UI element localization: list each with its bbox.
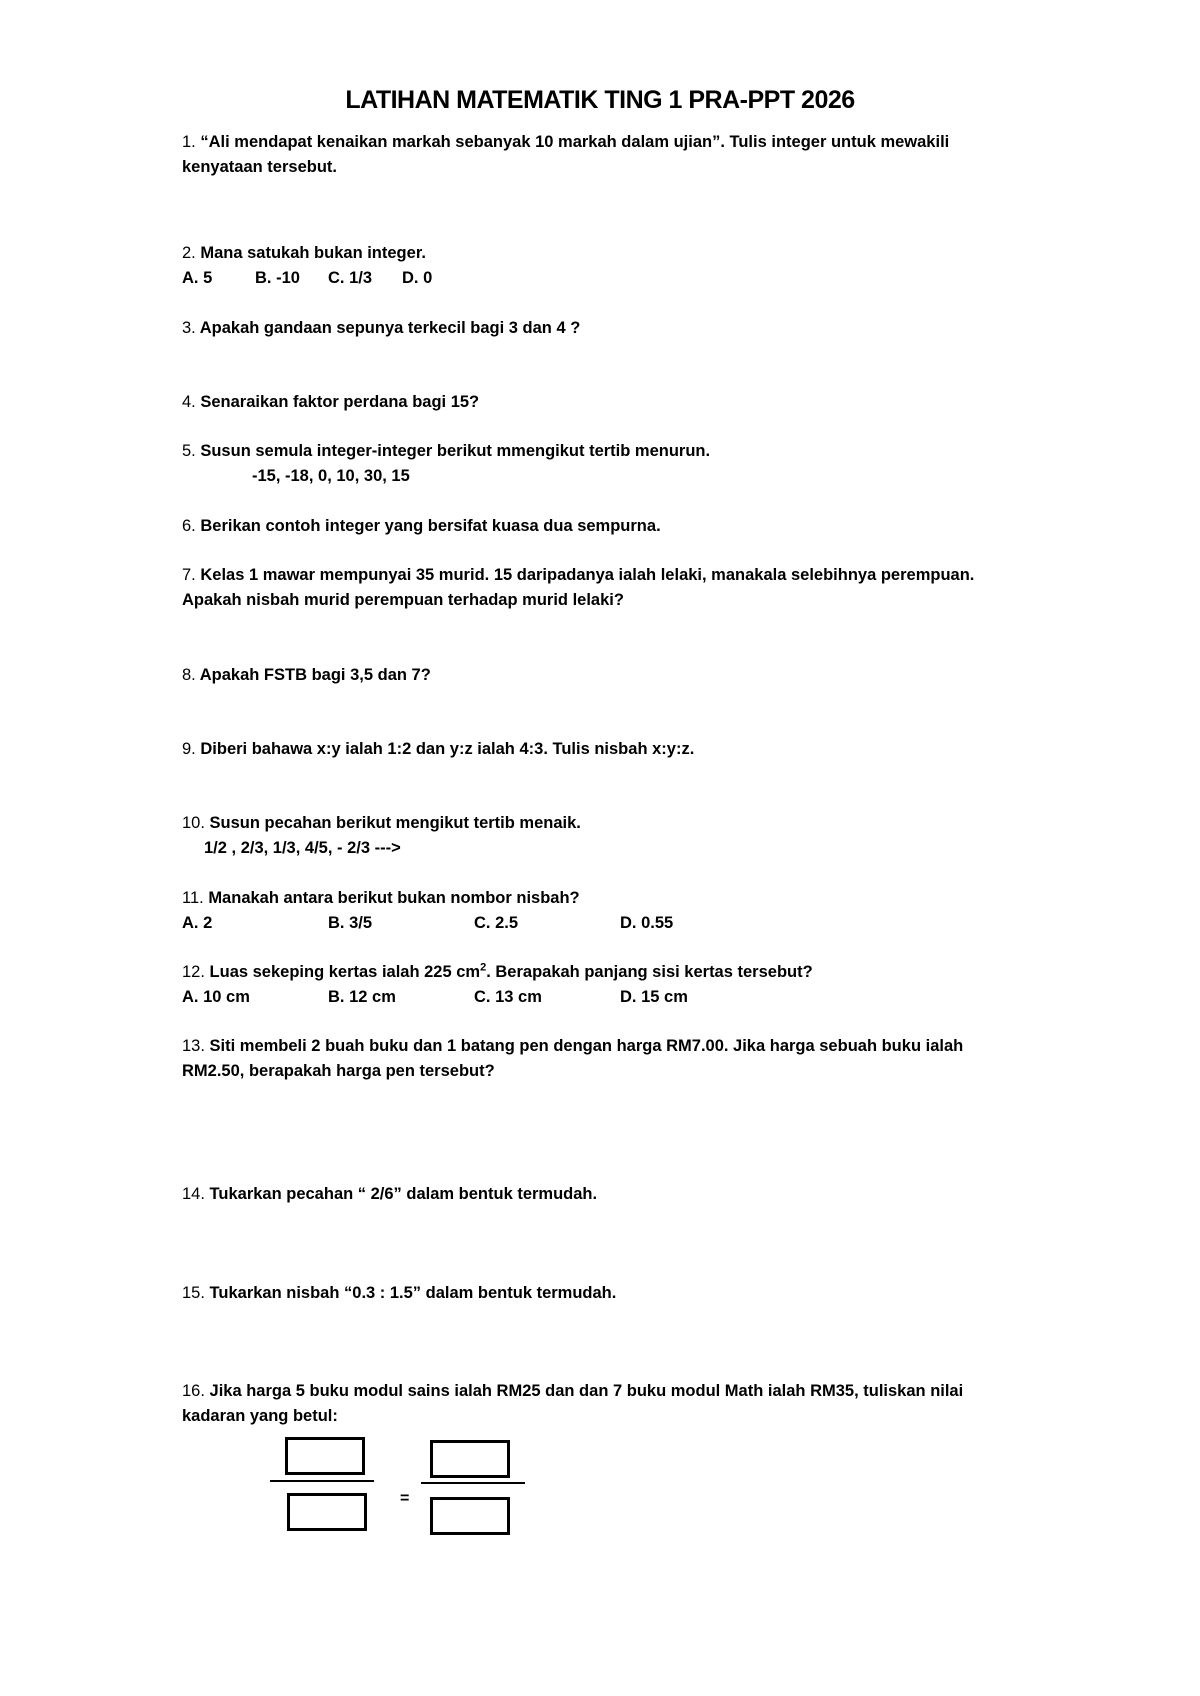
fraction-line-right (421, 1482, 525, 1484)
question-number: 7. (182, 566, 196, 584)
question-number: 2. (182, 244, 196, 262)
option-a: A. 5 (182, 269, 213, 287)
question-number: 11. (182, 889, 204, 907)
question-number: 3. (182, 319, 196, 337)
option-c: C. 1/3 (328, 269, 373, 287)
question-number: 13. (182, 1037, 205, 1055)
question-text: Apakah FSTB bagi 3,5 dan 7? (199, 666, 431, 684)
question-text: Mana satukah bukan integer. (195, 244, 426, 262)
question-2 (182, 241, 1022, 291)
option-d: D. 15 cm (620, 988, 688, 1006)
question-8 (182, 663, 1022, 688)
denominator-box-right[interactable] (430, 1497, 510, 1535)
option-a: A. 10 cm (182, 988, 250, 1006)
question-text: Apakah gandaan sepunya terkecil bagi 3 dan 4 ? (199, 319, 581, 337)
question-1 (182, 130, 1022, 180)
question-16 (182, 1379, 1022, 1429)
question-5 (182, 439, 1022, 489)
numerator-box-left[interactable] (285, 1437, 365, 1475)
question-text: Kelas 1 mawar mempunyai 35 murid. 15 daripadanya ialah lelaki, manakala selebihnya perempuan. Apakah nisbah murid perempuan terhadap murid lelaki? (182, 566, 975, 609)
question-text: Siti membeli 2 buah buku dan 1 batang pen dengan harga RM7.00. Jika harga sebuah buku ialah RM2.50, berapakah harga pen tersebut? (182, 1037, 964, 1080)
question-text: “Ali mendapat kenaikan markah sebanyak 10 markah dalam ujian”. Tulis integer untuk mewakili kenyataan tersebut. (182, 133, 950, 176)
option-c: C. 2.5 (474, 914, 519, 932)
question-number: 15. (182, 1284, 205, 1302)
question-text: Senaraikan faktor perdana bagi 15? (200, 393, 480, 411)
option-d: D. 0.55 (620, 914, 674, 932)
superscript-exponent: 2 (480, 961, 487, 974)
option-b: B. -10 (255, 269, 300, 287)
question-text: Diberi bahawa x:y ialah 1:2 dan y:z ialah 4:3. Tulis nisbah x:y:z. (200, 740, 695, 758)
fraction-line-left (270, 1480, 374, 1482)
question-sub-list: -15, -18, 0, 10, 30, 15 (252, 467, 410, 485)
question-number: 1. (182, 133, 196, 151)
answer-options (182, 266, 1022, 291)
question-9 (182, 737, 1022, 762)
question-text: Tukarkan pecahan “ 2/6” dalam bentuk termudah. (209, 1185, 598, 1203)
question-15 (182, 1281, 1022, 1306)
question-14 (182, 1182, 1022, 1207)
page-title: LATIHAN MATEMATIK TING 1 PRA-PPT 2026 (345, 86, 855, 114)
numerator-box-right[interactable] (430, 1440, 510, 1478)
question-number: 4. (182, 393, 196, 411)
question-number: 10. (182, 814, 205, 832)
question-text: Manakah antara berikut bukan nombor nisbah? (208, 889, 580, 907)
question-number: 5. (182, 442, 196, 460)
answer-options (182, 911, 1022, 936)
question-text: Luas sekeping kertas ialah 225 cm (209, 963, 481, 981)
question-3 (182, 316, 1022, 341)
question-sub-list: 1/2 , 2/3, 1/3, 4/5, - 2/3 ---> (204, 839, 401, 857)
option-b: B. 3/5 (328, 914, 373, 932)
question-number: 12. (182, 963, 205, 981)
question-text-end: . Berapakah panjang sisi kertas tersebut? (486, 963, 813, 981)
question-text: Berikan contoh integer yang bersifat kuasa dua sempurna. (200, 517, 661, 535)
answer-options (182, 985, 1022, 1010)
question-number: 8. (182, 666, 196, 684)
option-d: D. 0 (402, 269, 433, 287)
question-number: 14. (182, 1185, 205, 1203)
question-6 (182, 514, 1022, 539)
option-a: A. 2 (182, 914, 213, 932)
question-4 (182, 390, 1022, 415)
question-13 (182, 1034, 1022, 1084)
question-number: 16. (182, 1382, 205, 1400)
question-text: Susun pecahan berikut mengikut tertib menaik. (209, 814, 581, 832)
question-number: 6. (182, 517, 196, 535)
question-text: Tukarkan nisbah “0.3 : 1.5” dalam bentuk termudah. (209, 1284, 617, 1302)
option-c: C. 13 cm (474, 988, 542, 1006)
option-b: B. 12 cm (328, 988, 396, 1006)
question-number: 9. (182, 740, 196, 758)
equals-sign: = (400, 1490, 410, 1507)
question-text: Susun semula integer-integer berikut mmengikut tertib menurun. (195, 442, 711, 460)
question-7 (182, 563, 1022, 613)
question-12 (182, 960, 1022, 1010)
question-11 (182, 886, 1022, 936)
question-10 (182, 811, 1022, 861)
denominator-box-left[interactable] (287, 1493, 367, 1531)
question-text: Jika harga 5 buku modul sains ialah RM25 dan dan 7 buku modul Math ialah RM35, tuliskan nilai kadaran yang betul: (182, 1382, 964, 1425)
